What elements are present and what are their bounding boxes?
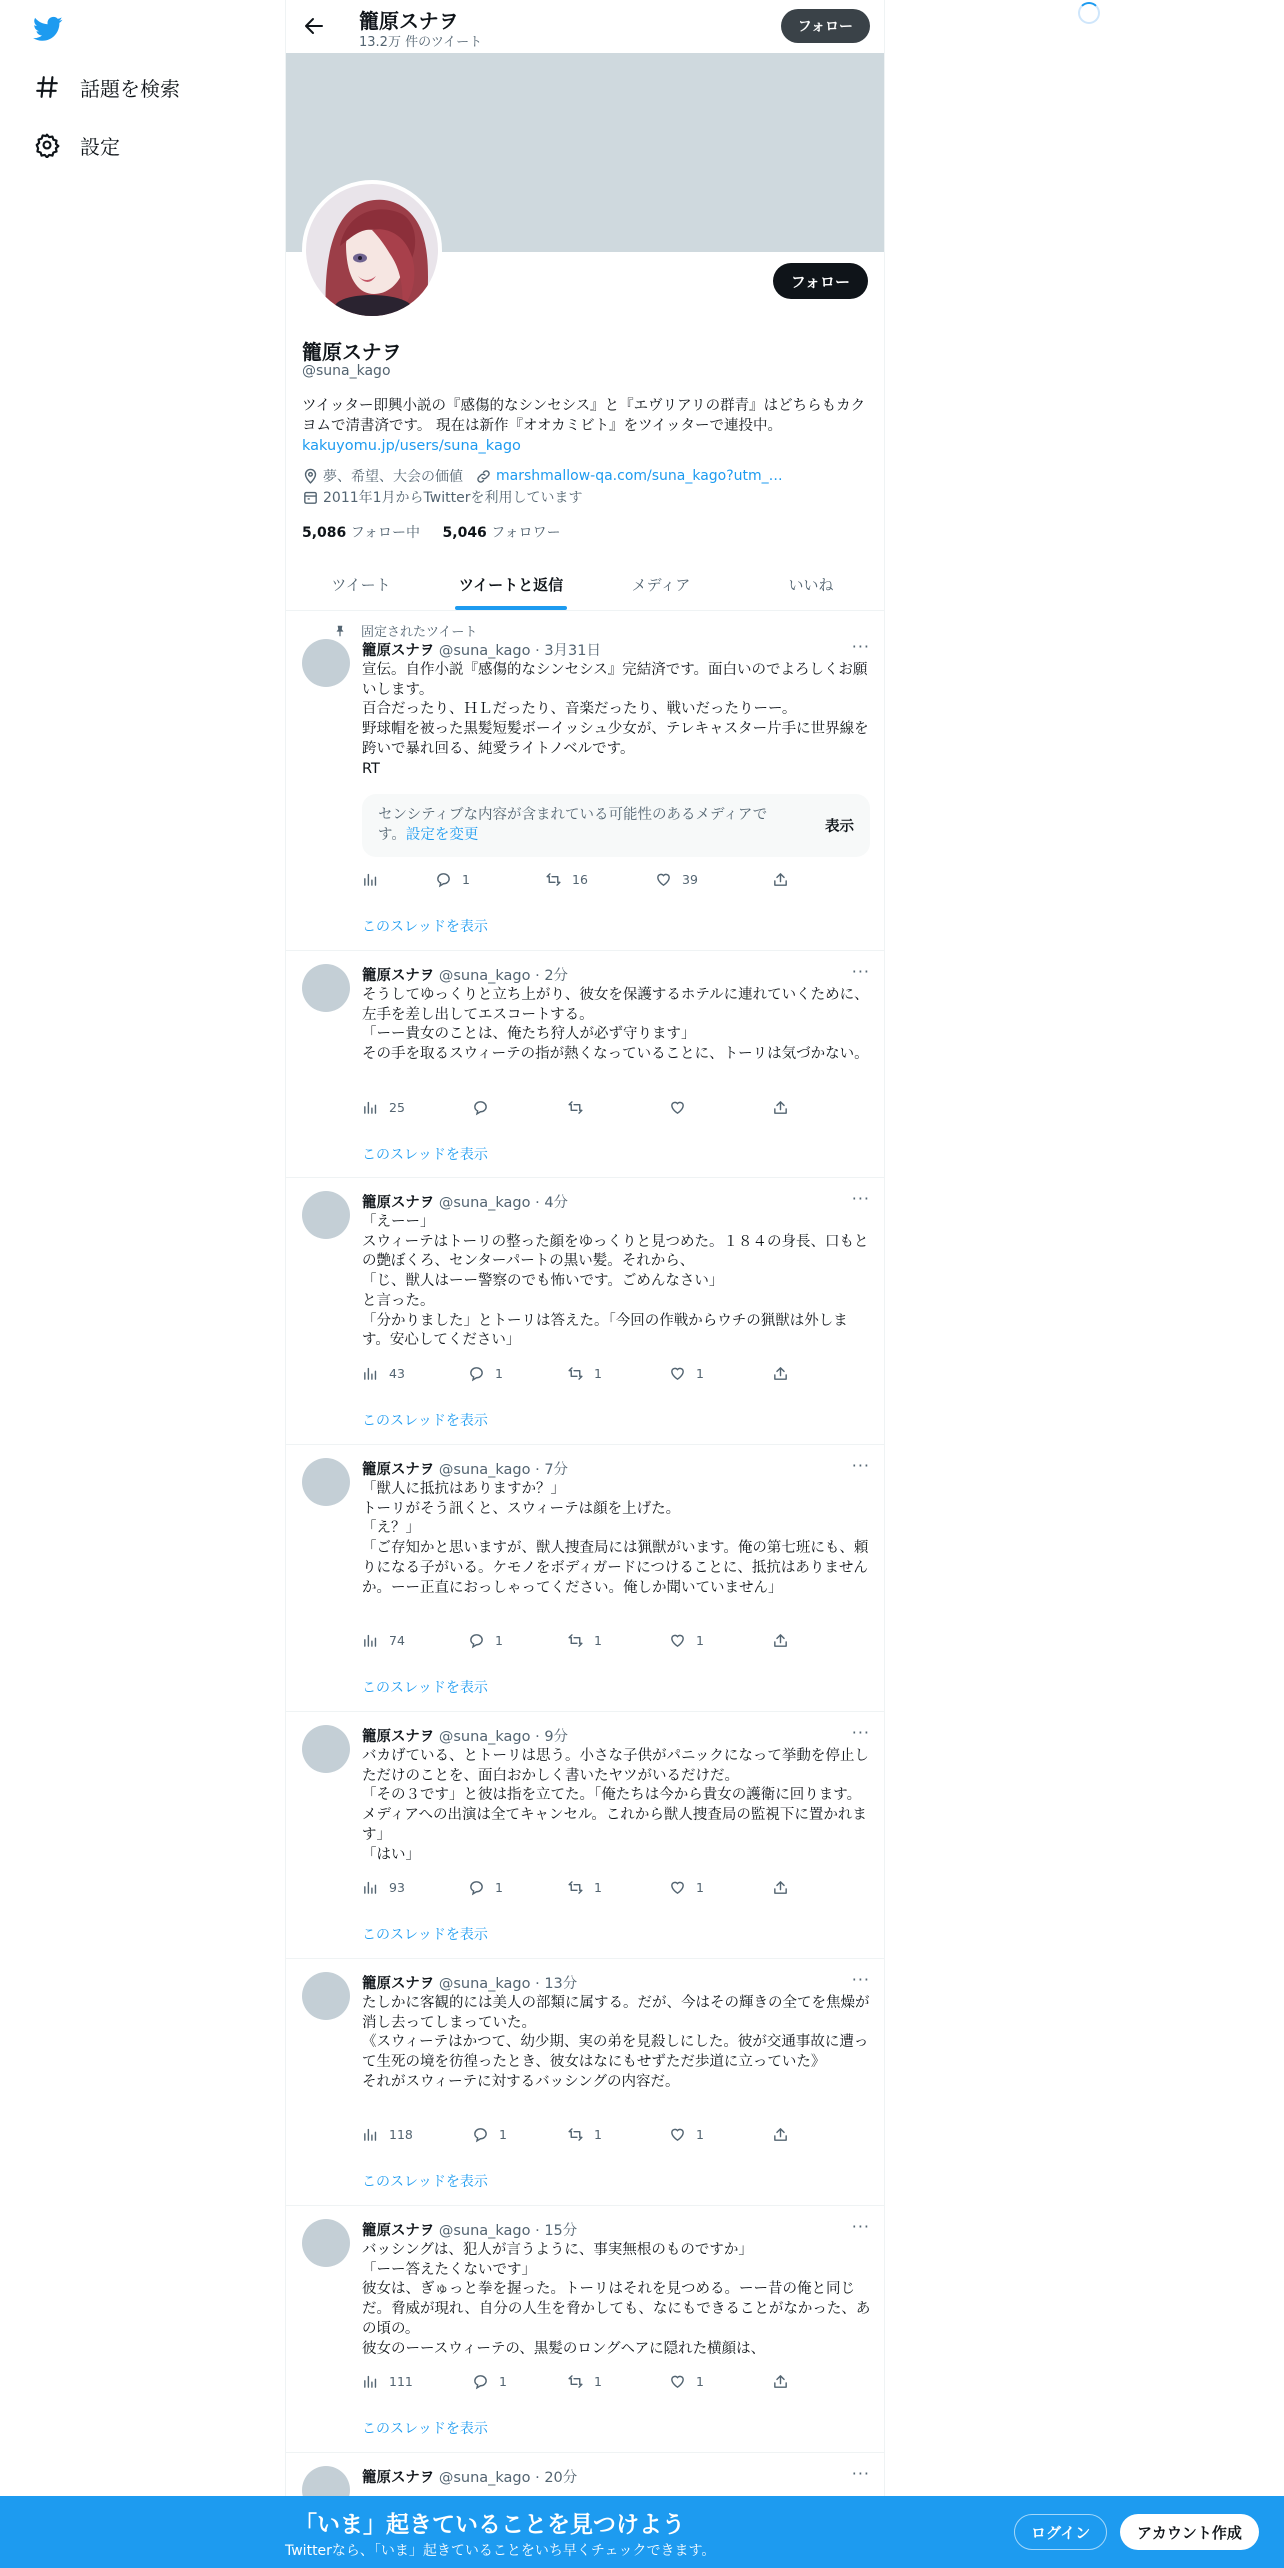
more-icon[interactable]: ··· [851, 2464, 870, 2483]
tweet-author[interactable]: 籠原スナヲ [362, 1976, 435, 1992]
header-name: 籠原スナヲ [359, 9, 459, 33]
heart-icon [669, 1632, 686, 1649]
tweet-actions [362, 1879, 802, 1899]
heart-icon [669, 1365, 686, 1382]
views-action[interactable] [362, 1365, 405, 1382]
profile-column [285, 0, 885, 2568]
tweet-text: そうしてゆっくりと立ち上がり、彼女を保護するホテルに連れていくために、左手を差し出してエスコートする。 「ーー貴女のことは、俺たち狩人が必ず守ります」 その手を取るスウィーテの指が熱くなっていることに、トーリは気づかない。 [362, 987, 869, 1063]
twitter-logo-icon[interactable] [31, 14, 65, 44]
tweet[interactable] [286, 2206, 885, 2453]
heart-icon [655, 871, 672, 888]
reply-icon [468, 1879, 485, 1896]
more-icon[interactable]: ··· [851, 1723, 870, 1742]
like-action[interactable] [669, 1099, 696, 1116]
show-thread-link[interactable]: このスレッドを表示 [362, 1413, 488, 1429]
followers-link[interactable] [443, 525, 561, 541]
sidebar [0, 0, 285, 2568]
tweet[interactable] [286, 1445, 885, 1712]
reply-count: 1 [462, 872, 470, 887]
show-thread-link[interactable]: このスレッドを表示 [362, 919, 488, 935]
reply-icon [472, 2373, 489, 2390]
tweet-handle-time[interactable]: @suna_kago · 20分 [438, 2470, 578, 2486]
analytics-icon [362, 1099, 379, 1116]
retweet-icon [567, 2126, 584, 2143]
reply-icon [468, 1632, 485, 1649]
share-action[interactable] [772, 1099, 799, 1116]
bio-link[interactable]: kakuyomu.jp/users/suna_kago [302, 438, 521, 454]
views-action[interactable] [362, 2126, 413, 2143]
tweet-text: たしかに客観的には美人の部類に属する。だが、今はその輝きの全てを焦燥が消し去ってしまっていた。 《スウィーテはかつて、幼少期、実の弟を見殺しにした。彼が交通事故に遭って生死の境を彷徨ったとき、彼女はなにもせずただ歩道に立っていた》 それがスウィーテに対するバッシングの内容だ。 [362, 1995, 870, 2090]
views-count: 74 [389, 1633, 405, 1648]
tweet-actions [362, 1632, 802, 1652]
avatar[interactable] [302, 639, 350, 687]
share-action[interactable] [772, 1365, 799, 1382]
analytics-icon [362, 1632, 379, 1649]
follow-button[interactable]: フォロー [773, 263, 868, 299]
tweet-actions [362, 1099, 802, 1119]
reply-action[interactable] [435, 871, 470, 888]
signup-banner-subtitle: Twitterなら、「いま」起きていることをいち早くチェックできます。 [285, 2543, 716, 2559]
share-action[interactable] [772, 1632, 799, 1649]
tweet-author[interactable]: 籠原スナヲ [362, 1729, 435, 1745]
more-icon[interactable]: ··· [851, 1456, 870, 1475]
tab-likes[interactable]: いいね [788, 575, 834, 594]
tweet-header [362, 2219, 577, 2240]
tweet-actions [362, 871, 802, 891]
following-label: フォロー中 [350, 525, 421, 541]
heart-icon [669, 1099, 686, 1116]
tweet-handle-time[interactable]: @suna_kago · 13分 [438, 1976, 578, 1992]
retweet-count: 1 [594, 2127, 602, 2142]
retweet-icon [567, 1879, 584, 1896]
retweet-icon [567, 1099, 584, 1116]
views-count: 118 [389, 2127, 413, 2142]
retweet-count: 1 [594, 2374, 602, 2389]
analytics-icon [362, 2373, 379, 2390]
heart-icon [669, 2373, 686, 2390]
retweet-count: 1 [594, 1366, 602, 1381]
analytics-icon [362, 1365, 379, 1382]
avatar[interactable] [302, 964, 350, 1012]
tweet-header [362, 2466, 577, 2487]
tweet-text: バッシングは、犯人が言うように、事実無根のものですか」 「ーー答えたくないです」 彼女は、ぎゅっと拳を握った。トーリはそれを見つめる。ーー昔の俺と同じだ。脅威が現れ、自分の人生を脅かしても、なにもできることがなかった、あの頃の。 彼女のーースウィーテの、黒髪のロングヘアに隠れた横顔は、 [362, 2242, 871, 2357]
share-action[interactable] [772, 2126, 799, 2143]
profile-stats [302, 522, 561, 542]
profile-header [286, 0, 885, 53]
views-count: 111 [389, 2374, 413, 2389]
login-button[interactable]: ログイン [1014, 2514, 1107, 2550]
tweet-actions [362, 2373, 802, 2393]
more-icon[interactable]: ··· [851, 1189, 870, 1208]
share-icon [772, 1365, 789, 1382]
more-icon[interactable]: ··· [851, 1970, 870, 1989]
profile-joined: 2011年1月からTwitterを利用しています [323, 490, 583, 506]
loading-spinner [1078, 2, 1100, 24]
tweet-header [362, 639, 601, 660]
more-icon[interactable]: ··· [851, 637, 870, 656]
tweet[interactable] [286, 1959, 885, 2206]
retweet-action[interactable] [567, 1365, 602, 1382]
tweet-handle-time[interactable]: @suna_kago · 15分 [438, 2223, 578, 2239]
tweet-text: 宣伝。自作小説『感傷的なシンセシス』完結済です。面白いのでよろしくお願いします。 百合だったり、ＨＬだったり、音楽だったり、戦いだったりーー。 野球帽を被った黒髪短髪ボーイッシュ少女が、テレキャスター片手に世界線を跨いで暴れ回る、純愛ライトノベルです。 RT [362, 662, 869, 777]
reply-icon [468, 1365, 485, 1382]
avatar-illustration-icon [306, 184, 438, 316]
tweet-header [362, 1725, 568, 1746]
nav-explore-label: 話題を検索 [80, 76, 180, 101]
like-count: 1 [696, 2127, 704, 2142]
profile-bio [302, 396, 870, 456]
tab-media[interactable]: メディア [631, 575, 691, 594]
reply-action[interactable] [472, 2373, 507, 2390]
reply-count: 1 [495, 1880, 503, 1895]
like-count: 1 [696, 1366, 704, 1381]
analytics-icon [362, 2126, 379, 2143]
retweet-count: 1 [594, 1880, 602, 1895]
avatar[interactable] [302, 1458, 350, 1506]
share-action[interactable] [772, 871, 799, 888]
like-action[interactable] [669, 2126, 704, 2143]
tweet[interactable] [286, 1178, 885, 1445]
retweet-icon [567, 1632, 584, 1649]
more-icon[interactable]: ··· [851, 962, 870, 981]
reply-count: 1 [499, 2127, 507, 2142]
signup-banner-title: 「いま」起きていることを見つけよう [294, 2512, 685, 2538]
sensitive-show-button[interactable]: 表示 [825, 819, 854, 835]
tweet-handle-time[interactable]: @suna_kago · 2分 [438, 968, 569, 984]
sensitive-text-block [378, 805, 788, 845]
avatar[interactable] [302, 2219, 350, 2267]
like-count: 1 [696, 2374, 704, 2389]
reply-action[interactable] [472, 2126, 507, 2143]
views-count: 43 [389, 1366, 405, 1381]
tweet-text: 「獣人に抵抗はありますか？」 トーリがそう訊くと、スウィーテは顔を上げた。 「え？」 「ご存知かと思いますが、獣人捜査局には猟獣がいます。俺の第七班にも、頼りになる子がいる。ケモノをボディガードにつけることに、抵抗はありませんか。ーー正直におっしゃってください。俺しか聞いていません」 [362, 1481, 869, 1596]
retweet-action[interactable] [567, 1632, 602, 1649]
pinned-row [333, 621, 477, 640]
nav-settings-label: 設定 [80, 134, 120, 159]
share-action[interactable] [772, 1879, 799, 1896]
retweet-icon [567, 2373, 584, 2390]
header-follow-button[interactable]: フォロー [781, 9, 870, 43]
retweet-action[interactable] [567, 2373, 602, 2390]
followers-count: 5,046 [442, 525, 487, 541]
share-icon [772, 1632, 789, 1649]
profile-url[interactable]: marshmallow-qa.com/suna_kago?utm_… [496, 468, 783, 484]
tweet-author[interactable]: 籠原スナヲ [362, 968, 435, 984]
tweet-author[interactable]: 籠原スナヲ [362, 643, 435, 659]
like-count: 1 [696, 1880, 704, 1895]
tweet-handle-time[interactable]: @suna_kago · 7分 [438, 1462, 569, 1478]
show-thread-link[interactable]: このスレッドを表示 [362, 1147, 488, 1163]
reply-count: 1 [495, 1366, 503, 1381]
views-action[interactable] [362, 1099, 405, 1116]
tweet-handle-time[interactable]: @suna_kago · 3月31日 [438, 643, 602, 659]
tweet[interactable] [286, 1712, 885, 1959]
show-thread-link[interactable]: このスレッドを表示 [362, 2174, 488, 2190]
views-action[interactable] [362, 2373, 413, 2390]
reply-icon [472, 1099, 489, 1116]
location-pin-icon [302, 468, 319, 485]
reply-action[interactable] [468, 1879, 503, 1896]
tweet-header [362, 964, 568, 985]
tweet-actions [362, 2126, 802, 2146]
like-action[interactable] [669, 1632, 704, 1649]
following-count: 5,086 [302, 525, 347, 541]
retweet-action[interactable] [567, 1879, 602, 1896]
retweet-action[interactable] [567, 1099, 594, 1116]
like-action[interactable] [669, 2373, 704, 2390]
header-tweet-count: 13.2万 件のツイート [359, 35, 483, 50]
tweet-text: 「えーー」 スウィーテはトーリの整った顔をゆっくりと見つめた。１８４の身長、口もとの艶ぼくろ、センターパートの黒い髪。それから、 「じ、獣人はーー警察のでも怖いです。ごめんなさい」 と言った。 「分かりました」とトーリは答えた。「今回の作戦からウチの猟獣は外します。安心してください」 [362, 1214, 869, 1349]
reply-icon [472, 2126, 489, 2143]
like-count: 1 [696, 1633, 704, 1648]
retweet-action[interactable] [567, 2126, 602, 2143]
profile-joined-row [302, 487, 582, 507]
bio-text: ツイッター即興小説の『感傷的なシンセシス』と『エヴリアリの群青』はどちらもカクヨムで清書済です。 現在は新作『オオカミビト』をツイッターで連投中。 [302, 398, 866, 434]
avatar[interactable] [302, 1972, 350, 2020]
profile-meta-row [302, 466, 783, 486]
profile-location: 夢、希望、大会の価値 [323, 469, 463, 485]
retweet-icon [545, 871, 562, 888]
tweet-text: バカげている、とトーリは思う。小さな子供がパニックになって挙動を停止しただけのことを、面白おかしく書いたヤツがいるだけだ。 「その３です」と彼は指を立てた。「俺たちは今から貴女の護衛に回ります。メディアへの出演は全てキャンセル。これから獣人捜査局の監視下に置かれます」 「はい」 [362, 1748, 869, 1863]
tweet[interactable] [286, 951, 885, 1178]
tweet-pinned[interactable] [286, 611, 885, 951]
avatar[interactable] [302, 1191, 350, 1239]
profile-avatar[interactable] [302, 180, 442, 320]
tweet-author[interactable]: 籠原スナヲ [362, 1195, 435, 1211]
share-icon [772, 2373, 789, 2390]
tweet-author[interactable]: 籠原スナヲ [362, 2223, 435, 2239]
profile-tabs [286, 558, 885, 611]
tab-tweets-and-replies[interactable]: ツイートと返信 [436, 558, 586, 610]
sensitive-settings-link[interactable]: 設定を変更 [405, 827, 479, 843]
hashtag-icon [34, 74, 60, 100]
reply-icon [435, 871, 452, 888]
back-arrow-icon[interactable] [302, 14, 326, 38]
reply-action[interactable] [472, 1099, 499, 1116]
views-count: 93 [389, 1880, 405, 1895]
retweet-action[interactable] [545, 871, 588, 888]
reply-action[interactable] [468, 1365, 503, 1382]
tab-tweets[interactable]: ツイート [331, 575, 391, 594]
show-thread-link[interactable]: このスレッドを表示 [362, 1680, 488, 1696]
tweet-header [362, 1458, 568, 1479]
tweet-header [362, 1191, 568, 1212]
show-thread-link[interactable]: このスレッドを表示 [362, 2421, 488, 2437]
like-action[interactable] [669, 1879, 704, 1896]
views-action[interactable] [362, 871, 389, 888]
share-icon [772, 1879, 789, 1896]
tweet-handle-time[interactable]: @suna_kago · 9分 [438, 1729, 569, 1745]
signup-banner [0, 2496, 1284, 2568]
like-count: 39 [682, 872, 698, 887]
analytics-icon [362, 1879, 379, 1896]
reply-count: 1 [495, 1633, 503, 1648]
retweet-icon [567, 1365, 584, 1382]
avatar[interactable] [302, 1725, 350, 1773]
sensitive-text: センシティブな内容が含まれている可能性のあるメディアです。 [378, 807, 768, 843]
views-count: 25 [389, 1100, 405, 1115]
views-action[interactable] [362, 1632, 405, 1649]
analytics-icon [362, 871, 379, 888]
retweet-count: 16 [572, 872, 588, 887]
following-link[interactable] [302, 525, 420, 541]
views-action[interactable] [362, 1879, 405, 1896]
link-icon [475, 468, 492, 485]
like-action[interactable] [655, 871, 698, 888]
calendar-icon [302, 489, 319, 506]
reply-count: 1 [499, 2374, 507, 2389]
share-action[interactable] [772, 2373, 799, 2390]
tweet-actions [362, 1365, 802, 1385]
more-icon[interactable]: ··· [851, 2217, 870, 2236]
pin-icon [333, 624, 347, 638]
heart-icon [669, 1879, 686, 1896]
profile-handle: @suna_kago [302, 363, 391, 379]
heart-icon [669, 2126, 686, 2143]
pinned-label: 固定されたツイート [361, 625, 478, 640]
share-icon [772, 871, 789, 888]
nav-settings[interactable] [34, 125, 120, 165]
tweet-author[interactable]: 籠原スナヲ [362, 1462, 435, 1478]
gear-icon [34, 132, 60, 158]
profile-name: 籠原スナヲ [302, 340, 402, 364]
reply-action[interactable] [468, 1632, 503, 1649]
show-thread-link[interactable]: このスレッドを表示 [362, 1927, 488, 1943]
tweet-header [362, 1972, 577, 1993]
followers-label: フォロワー [491, 525, 561, 541]
nav-explore[interactable] [34, 67, 180, 107]
tweet-handle-time[interactable]: @suna_kago · 4分 [438, 1195, 569, 1211]
signup-button[interactable]: アカウント作成 [1120, 2514, 1259, 2550]
share-icon [772, 1099, 789, 1116]
like-action[interactable] [669, 1365, 704, 1382]
sensitive-media-notice [362, 794, 870, 857]
retweet-count: 1 [594, 1633, 602, 1648]
tweet-author[interactable]: 籠原スナヲ [362, 2470, 435, 2486]
share-icon [772, 2126, 789, 2143]
